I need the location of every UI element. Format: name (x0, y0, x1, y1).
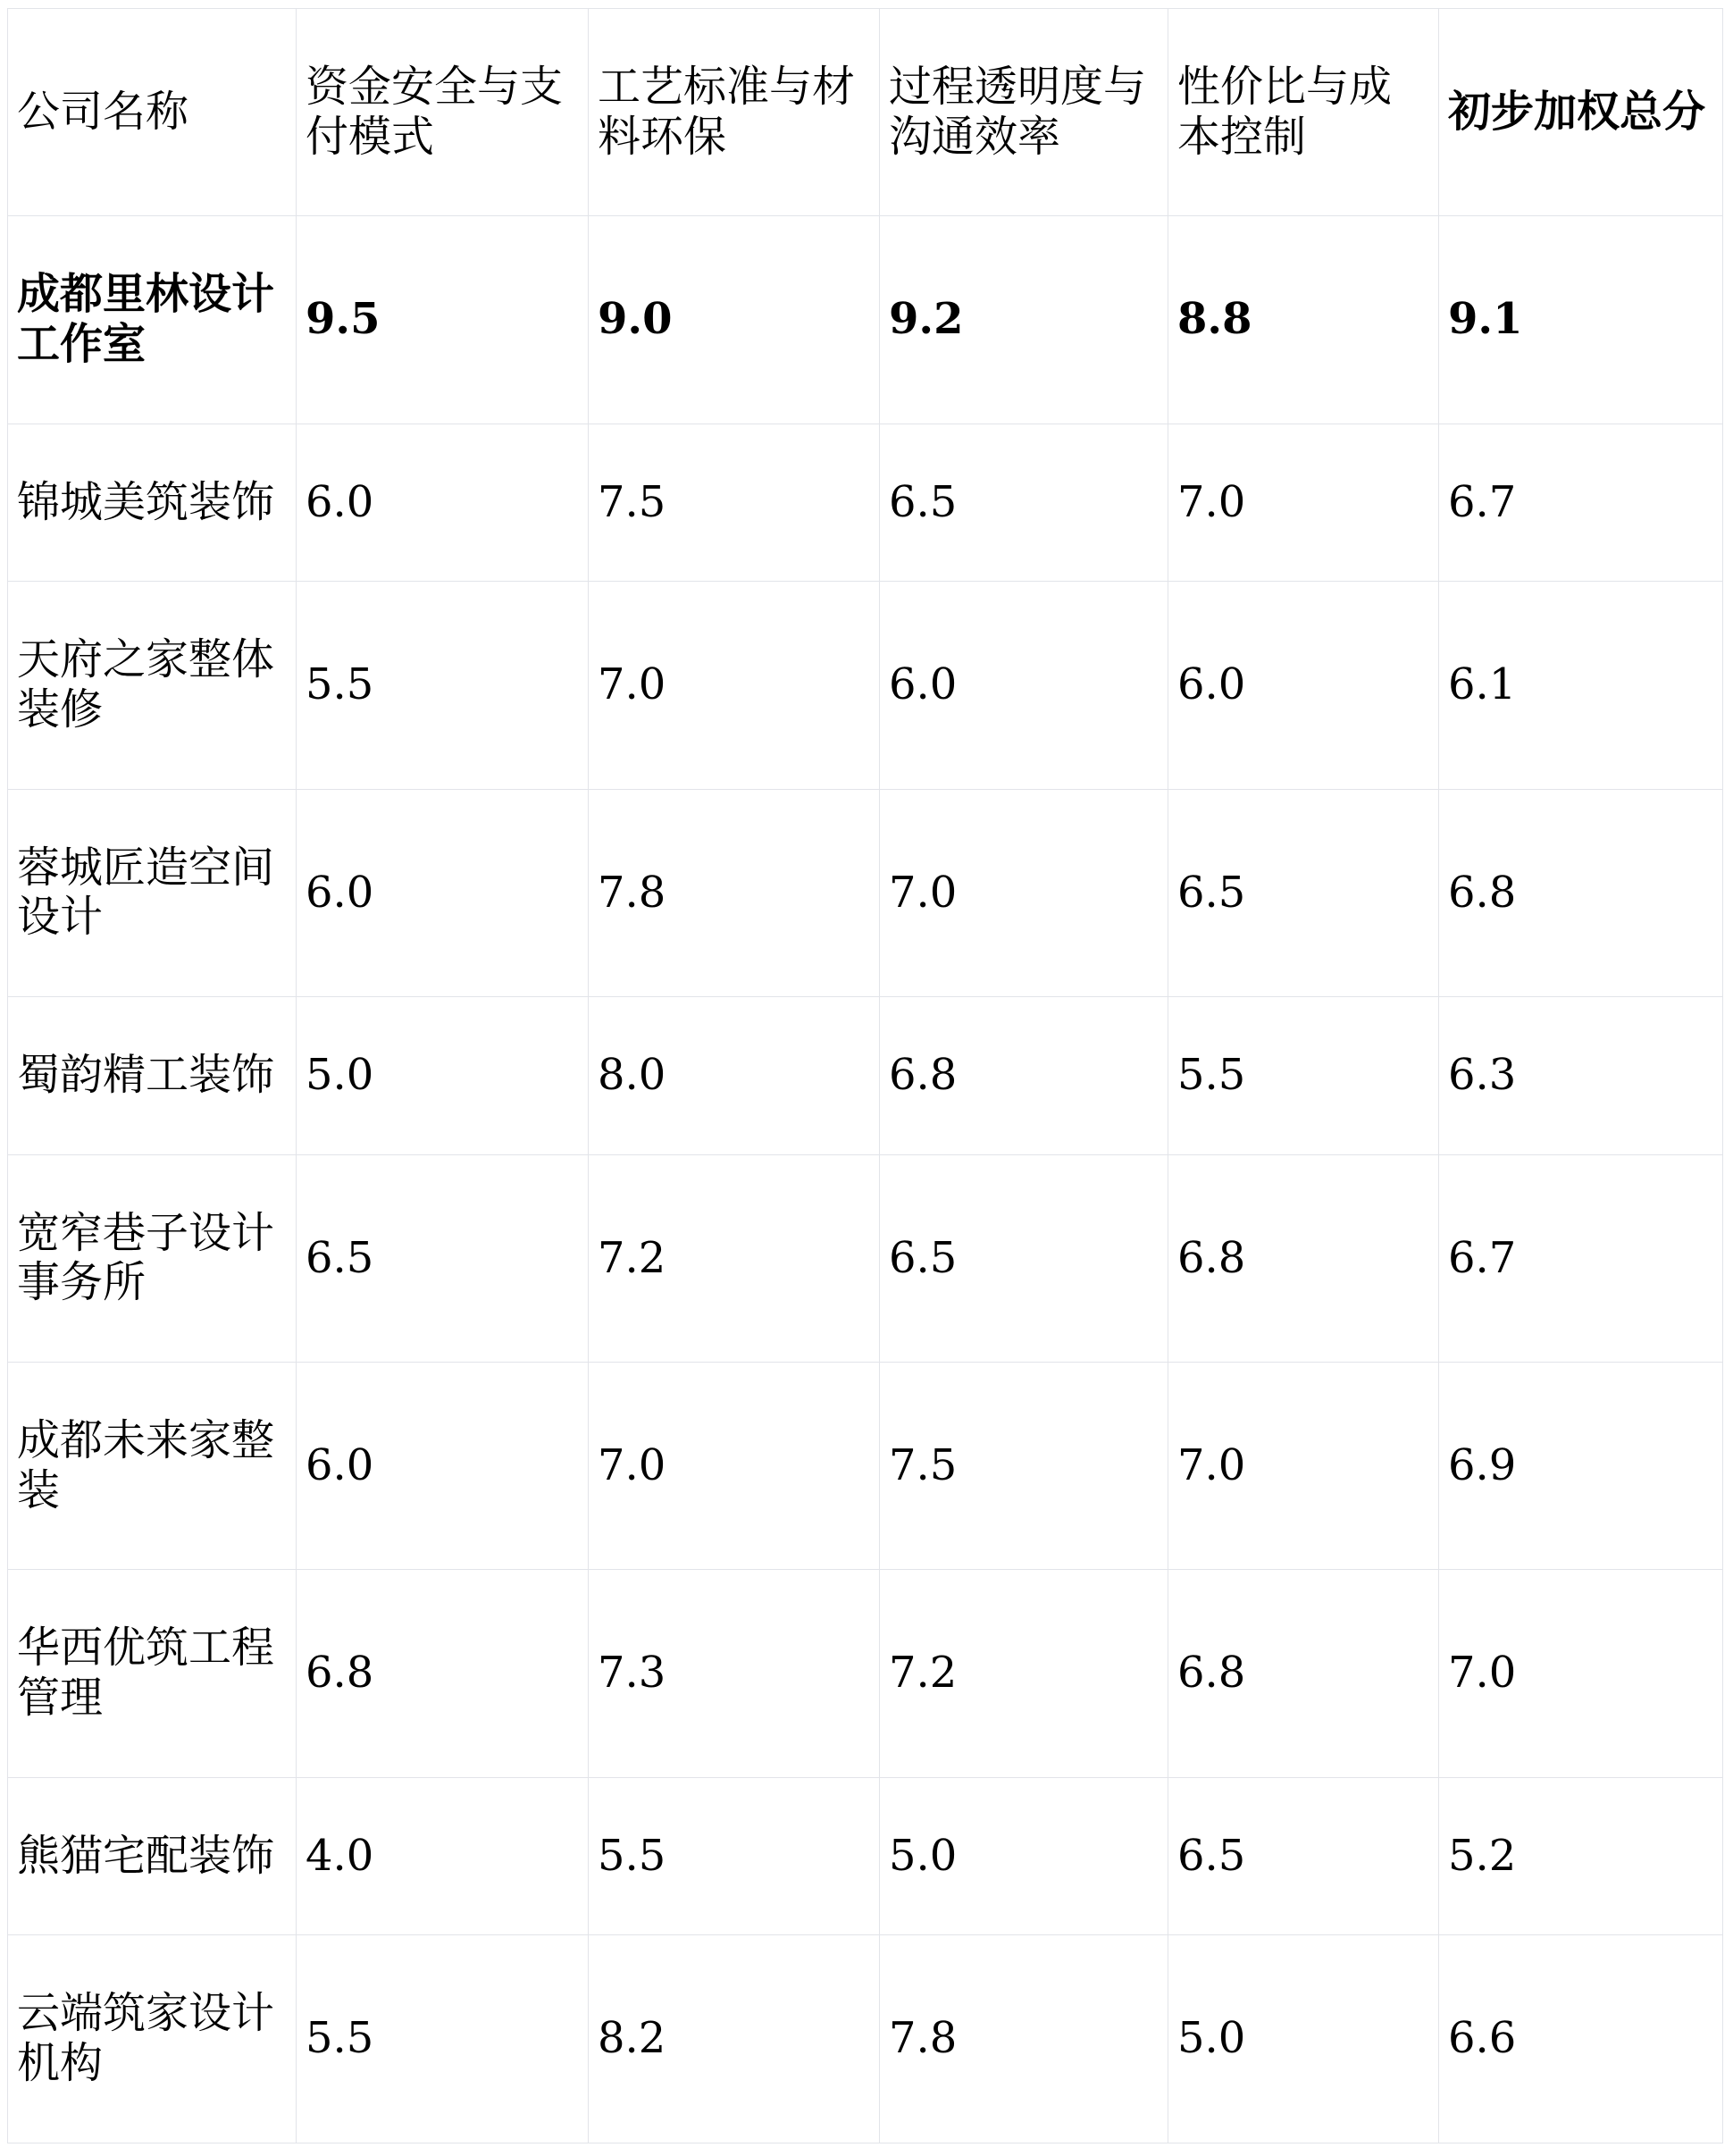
company-name: 云端筑家设计机构 (8, 1935, 297, 2143)
score-fund-safety: 6.8 (297, 1570, 589, 1777)
header-craft-standard: 工艺标准与材料环保 (589, 9, 880, 216)
score-cost-control: 6.5 (1168, 789, 1439, 996)
score-craft-standard: 5.5 (589, 1777, 880, 1935)
table-row (8, 1154, 1723, 1362)
score-fund-safety: 6.0 (297, 1363, 589, 1570)
score-weighted-total: 6.8 (1439, 789, 1723, 996)
company-score-table (7, 8, 1723, 2143)
score-weighted-total: 5.2 (1439, 1777, 1723, 1935)
company-name: 宽窄巷子设计事务所 (8, 1154, 297, 1362)
score-craft-standard: 7.5 (589, 424, 880, 582)
score-cost-control: 7.0 (1168, 1363, 1439, 1570)
score-transparency: 6.8 (880, 997, 1168, 1155)
score-weighted-total: 6.3 (1439, 997, 1723, 1155)
score-fund-safety: 5.0 (297, 997, 589, 1155)
company-name: 成都未来家整装 (8, 1363, 297, 1570)
table-row (8, 997, 1723, 1155)
score-fund-safety: 6.5 (297, 1154, 589, 1362)
score-cost-control: 5.0 (1168, 1935, 1439, 2143)
table-row (8, 1935, 1723, 2143)
score-cost-control: 7.0 (1168, 424, 1439, 582)
company-name: 蓉城匠造空间设计 (8, 789, 297, 996)
table-row (8, 582, 1723, 789)
score-craft-standard: 9.0 (589, 216, 880, 424)
score-transparency: 6.5 (880, 1154, 1168, 1362)
table-row (8, 789, 1723, 996)
score-fund-safety: 5.5 (297, 1935, 589, 2143)
score-fund-safety: 5.5 (297, 582, 589, 789)
table-row (8, 1363, 1723, 1570)
score-transparency: 7.2 (880, 1570, 1168, 1777)
table-row (8, 424, 1723, 582)
score-fund-safety: 4.0 (297, 1777, 589, 1935)
company-name: 天府之家整体装修 (8, 582, 297, 789)
score-weighted-total: 6.6 (1439, 1935, 1723, 2143)
score-craft-standard: 7.2 (589, 1154, 880, 1362)
score-cost-control: 6.5 (1168, 1777, 1439, 1935)
score-cost-control: 6.0 (1168, 582, 1439, 789)
score-craft-standard: 7.0 (589, 1363, 880, 1570)
score-transparency: 6.0 (880, 582, 1168, 789)
score-weighted-total: 6.7 (1439, 1154, 1723, 1362)
score-fund-safety: 6.0 (297, 424, 589, 582)
header-weighted-total: 初步加权总分 (1439, 9, 1723, 216)
company-name: 蜀韵精工装饰 (8, 997, 297, 1155)
company-name: 华西优筑工程管理 (8, 1570, 297, 1777)
company-name: 锦城美筑装饰 (8, 424, 297, 582)
score-craft-standard: 7.8 (589, 789, 880, 996)
score-weighted-total: 7.0 (1439, 1570, 1723, 1777)
table-row (8, 1570, 1723, 1777)
header-transparency: 过程透明度与沟通效率 (880, 9, 1168, 216)
score-transparency: 7.8 (880, 1935, 1168, 2143)
score-weighted-total: 6.1 (1439, 582, 1723, 789)
score-weighted-total: 9.1 (1439, 216, 1723, 424)
header-company: 公司名称 (8, 9, 297, 216)
header-cost-control: 性价比与成本控制 (1168, 9, 1439, 216)
score-cost-control: 6.8 (1168, 1570, 1439, 1777)
score-cost-control: 5.5 (1168, 997, 1439, 1155)
score-weighted-total: 6.7 (1439, 424, 1723, 582)
score-fund-safety: 9.5 (297, 216, 589, 424)
company-name: 成都里林设计工作室 (8, 216, 297, 424)
score-transparency: 7.5 (880, 1363, 1168, 1570)
score-weighted-total: 6.9 (1439, 1363, 1723, 1570)
score-craft-standard: 8.2 (589, 1935, 880, 2143)
score-fund-safety: 6.0 (297, 789, 589, 996)
score-transparency: 9.2 (880, 216, 1168, 424)
header-row (8, 9, 1723, 216)
table-row (8, 1777, 1723, 1935)
score-craft-standard: 7.0 (589, 582, 880, 789)
score-craft-standard: 8.0 (589, 997, 880, 1155)
score-transparency: 6.5 (880, 424, 1168, 582)
header-fund-safety: 资金安全与支付模式 (297, 9, 589, 216)
table-row (8, 216, 1723, 424)
score-transparency: 5.0 (880, 1777, 1168, 1935)
score-cost-control: 8.8 (1168, 216, 1439, 424)
company-name: 熊猫宅配装饰 (8, 1777, 297, 1935)
score-transparency: 7.0 (880, 789, 1168, 996)
score-cost-control: 6.8 (1168, 1154, 1439, 1362)
score-craft-standard: 7.3 (589, 1570, 880, 1777)
